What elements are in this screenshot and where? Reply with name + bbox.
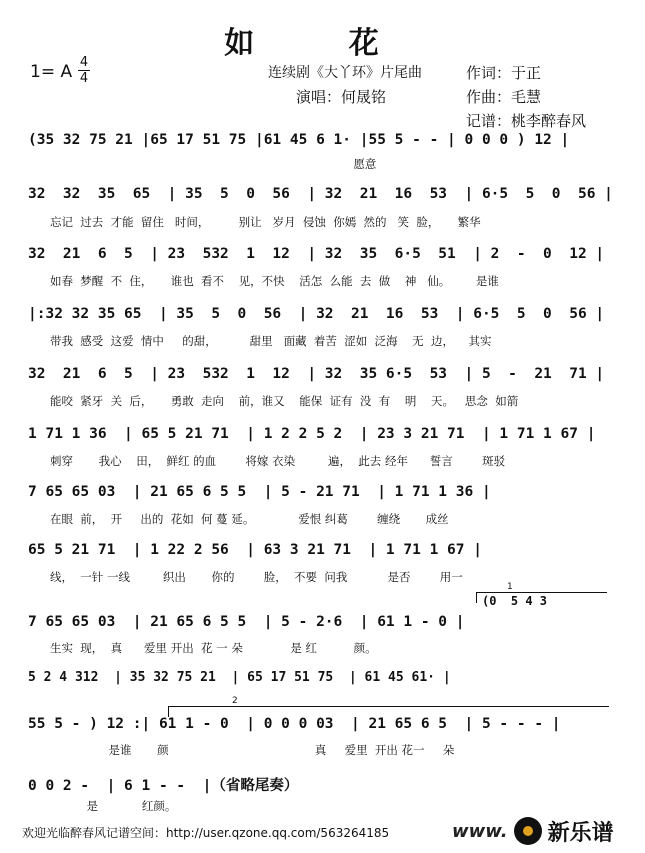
lyric-line-7: 在眼 前， 开 出的 花如 何 蔓 延。 爱恨 纠葛 缠绕 成丝 [50, 512, 449, 526]
time-signature-top: 4 [79, 55, 89, 70]
lyric-line-12: 是 红颜。 [50, 799, 177, 813]
lyric-line-3: 如春 梦醒 不 住， 谁也 看不 见，不快 活怎 么能 去 做 神 仙。 是谁 [50, 274, 499, 288]
lyric-line-2: 忘记 过去 才能 留住 时间， 别让 岁月 侵蚀 你嫣 然的 笑 脸， 繁华 [50, 215, 481, 229]
song-title: 如 花 [224, 26, 421, 61]
notation-line-11: 55 5 - ) 12 :| 61 1 - 0 | 0 0 0 03 | 21 65 6 5 | 5 - - - | [28, 716, 561, 732]
time-signature-bottom: 4 [79, 71, 89, 86]
singer-credit: 演唱：何晟铭 [296, 88, 387, 106]
logo-www: www. [452, 820, 508, 842]
volta-1-label: 1 [507, 582, 513, 592]
song-subtitle: 连续剧《大丫环》片尾曲 [268, 65, 422, 81]
lyric-line-6: 刺穿 我心 田， 鲜红 的血 将嫁 衣染 遍， 此去 经年 誓言 斑驳 [50, 454, 506, 468]
lyric-line-8: 线， 一针 一线 织出 你的 脸， 不要 问我 是否 用一 [50, 570, 463, 584]
notation-line-3: 32 21 6 5 | 23 532 1 12 | 32 35 6·5 51 | 2 - 0 12 | [28, 246, 605, 262]
notation-line-4: |:32 32 35 65 | 35 5 0 56 | 32 21 16 53 | 6·5 5 0 56 | [28, 306, 605, 322]
lyric-line-9: 生实 现， 真 爱里 开出 花 一 朵 是 红 颜。 [50, 641, 377, 655]
notation-line-7: 7 65 65 03 | 21 65 6 5 5 | 5 - 21 71 | 1 71 1 36 | [28, 484, 491, 500]
lyric-line-4: 带我 感受 这爱 情中 的甜， 甜里 面藏 着苦 涩如 泛海 无 边， 其实 [50, 334, 492, 348]
volta-1-notes: (0 5 4 3 [482, 594, 548, 608]
notation-line-2: 32 32 35 65 | 35 5 0 56 | 32 21 16 53 | 6·5 5 0 56 | [28, 186, 613, 202]
lyric-line-1: 愿意 [50, 157, 377, 171]
volta-2-label: 2 [232, 696, 238, 706]
site-logo [452, 814, 640, 848]
footer-text: 欢迎光临醉春风记谱空间：http://user.qzone.qq.com/563264185 [22, 826, 390, 840]
transcriber-credit: 记谱：桃李醉春风 [466, 112, 587, 130]
logo-text: 新乐谱 [547, 820, 614, 846]
music-disc-icon [514, 817, 542, 845]
notation-line-1: (35 32 75 21 |65 17 51 75 |61 45 6 1· |55 5 - - | 0 0 0 ) 12 | [28, 132, 570, 148]
key-signature: 1= A [30, 62, 73, 82]
notation-line-9: 7 65 65 03 | 21 65 6 5 5 | 5 - 2·6 | 61 1 - 0 | [28, 614, 465, 630]
notation-line-10: 5 2 4 312 | 35 32 75 21 | 65 17 51 75 | 61 45 61· | [28, 670, 451, 685]
notation-line-12: 0 0 2 - | 6 1 - - |（省略尾奏） [28, 778, 299, 794]
composer-credit: 作曲：毛慧 [466, 88, 542, 106]
notation-line-5: 32 21 6 5 | 23 532 1 12 | 32 35 6·5 53 | 5 - 21 71 | [28, 366, 605, 382]
lyric-line-5: 能咬 紧牙 关 后， 勇敢 走向 前，谁又 能保 证有 没 有 明 天。 思念 如箭 [50, 394, 519, 408]
time-signature [78, 56, 90, 85]
notation-line-8: 65 5 21 71 | 1 22 2 56 | 63 3 21 71 | 1 71 1 67 | [28, 542, 482, 558]
lyric-line-11: 是谁 颜 真 爱里 开出 花一 朵 [50, 743, 455, 757]
lyricist-credit: 作词：于正 [466, 64, 542, 82]
notation-line-6: 1 71 1 36 | 65 5 21 71 | 1 2 2 5 2 | 23 3 21 71 | 1 71 1 67 | [28, 426, 596, 442]
